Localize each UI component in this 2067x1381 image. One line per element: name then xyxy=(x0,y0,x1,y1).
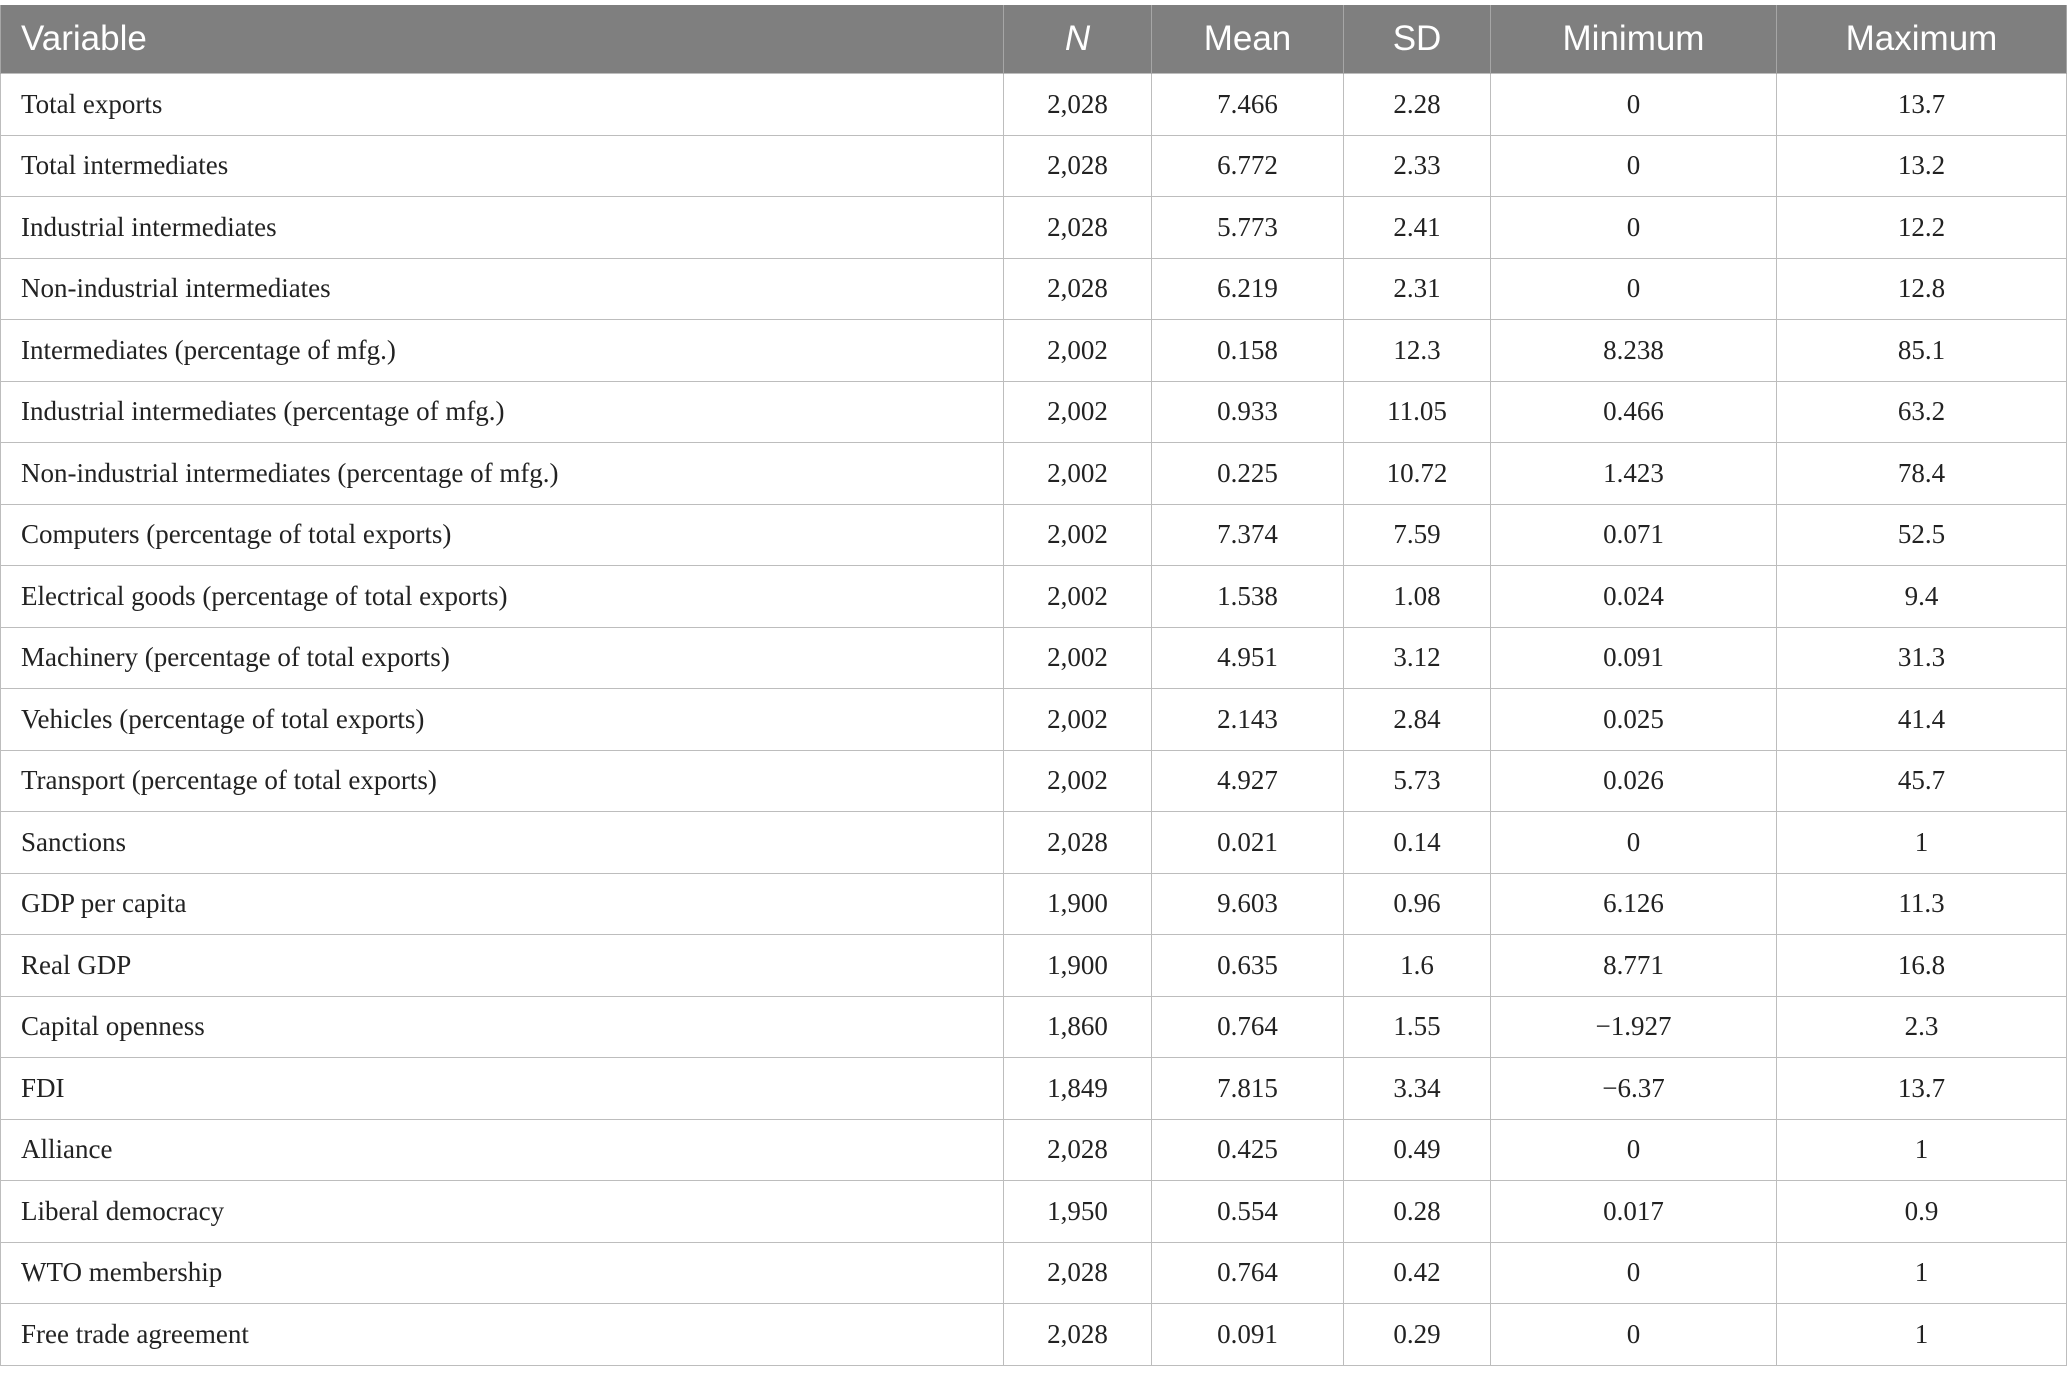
table-body xyxy=(1,74,2067,1366)
table-row xyxy=(1,197,2067,259)
cell-n: 2,028 xyxy=(1004,1242,1152,1304)
cell-variable: Vehicles (percentage of total exports) xyxy=(1,689,1004,751)
cell-maximum: 78.4 xyxy=(1777,443,2067,505)
cell-n: 2,002 xyxy=(1004,750,1152,812)
cell-n: 2,028 xyxy=(1004,135,1152,197)
cell-minimum: 0 xyxy=(1491,135,1777,197)
cell-sd: 0.49 xyxy=(1344,1119,1491,1181)
cell-mean: 0.225 xyxy=(1152,443,1344,505)
cell-mean: 0.158 xyxy=(1152,320,1344,382)
cell-n: 2,002 xyxy=(1004,320,1152,382)
table-row xyxy=(1,996,2067,1058)
cell-n: 2,002 xyxy=(1004,689,1152,751)
cell-n: 2,028 xyxy=(1004,258,1152,320)
cell-minimum: 0.025 xyxy=(1491,689,1777,751)
table-row xyxy=(1,935,2067,997)
cell-maximum: 2.3 xyxy=(1777,996,2067,1058)
cell-variable: Computers (percentage of total exports) xyxy=(1,504,1004,566)
cell-minimum: 0.024 xyxy=(1491,566,1777,628)
cell-variable: Electrical goods (percentage of total exports) xyxy=(1,566,1004,628)
cell-n: 2,028 xyxy=(1004,74,1152,136)
cell-sd: 2.84 xyxy=(1344,689,1491,751)
cell-minimum: 0 xyxy=(1491,1119,1777,1181)
header-variable: Variable xyxy=(1,5,1004,74)
cell-n: 1,900 xyxy=(1004,935,1152,997)
table-row xyxy=(1,258,2067,320)
table-row xyxy=(1,443,2067,505)
cell-n: 1,860 xyxy=(1004,996,1152,1058)
cell-minimum: 0.026 xyxy=(1491,750,1777,812)
cell-variable: WTO membership xyxy=(1,1242,1004,1304)
cell-mean: 5.773 xyxy=(1152,197,1344,259)
cell-mean: 4.951 xyxy=(1152,627,1344,689)
cell-maximum: 0.9 xyxy=(1777,1181,2067,1243)
cell-sd: 2.33 xyxy=(1344,135,1491,197)
cell-variable: Alliance xyxy=(1,1119,1004,1181)
table-row xyxy=(1,812,2067,874)
cell-variable: GDP per capita xyxy=(1,873,1004,935)
cell-n: 2,002 xyxy=(1004,627,1152,689)
cell-minimum: 0.466 xyxy=(1491,381,1777,443)
cell-minimum: −1.927 xyxy=(1491,996,1777,1058)
cell-sd: 0.29 xyxy=(1344,1304,1491,1366)
cell-maximum: 13.7 xyxy=(1777,1058,2067,1120)
cell-variable: Total intermediates xyxy=(1,135,1004,197)
cell-n: 2,028 xyxy=(1004,1119,1152,1181)
header-minimum: Minimum xyxy=(1491,5,1777,74)
cell-maximum: 13.2 xyxy=(1777,135,2067,197)
cell-minimum: −6.37 xyxy=(1491,1058,1777,1120)
cell-n: 2,028 xyxy=(1004,812,1152,874)
cell-maximum: 41.4 xyxy=(1777,689,2067,751)
table-row xyxy=(1,1242,2067,1304)
header-maximum: Maximum xyxy=(1777,5,2067,74)
cell-variable: FDI xyxy=(1,1058,1004,1120)
header-mean: Mean xyxy=(1152,5,1344,74)
cell-n: 2,028 xyxy=(1004,197,1152,259)
cell-minimum: 0 xyxy=(1491,197,1777,259)
cell-minimum: 0.091 xyxy=(1491,627,1777,689)
cell-maximum: 13.7 xyxy=(1777,74,2067,136)
cell-minimum: 0 xyxy=(1491,1304,1777,1366)
cell-variable: Free trade agreement xyxy=(1,1304,1004,1366)
cell-sd: 3.34 xyxy=(1344,1058,1491,1120)
cell-variable: Sanctions xyxy=(1,812,1004,874)
header-n: N xyxy=(1004,5,1152,74)
table-row xyxy=(1,566,2067,628)
cell-sd: 0.42 xyxy=(1344,1242,1491,1304)
cell-maximum: 63.2 xyxy=(1777,381,2067,443)
cell-sd: 3.12 xyxy=(1344,627,1491,689)
table-row xyxy=(1,873,2067,935)
table-row xyxy=(1,74,2067,136)
cell-mean: 1.538 xyxy=(1152,566,1344,628)
cell-maximum: 12.2 xyxy=(1777,197,2067,259)
cell-sd: 0.14 xyxy=(1344,812,1491,874)
cell-mean: 4.927 xyxy=(1152,750,1344,812)
cell-mean: 7.466 xyxy=(1152,74,1344,136)
cell-minimum: 8.238 xyxy=(1491,320,1777,382)
cell-sd: 1.08 xyxy=(1344,566,1491,628)
cell-variable: Industrial intermediates xyxy=(1,197,1004,259)
header-row xyxy=(1,5,2067,74)
cell-mean: 9.603 xyxy=(1152,873,1344,935)
cell-mean: 0.764 xyxy=(1152,996,1344,1058)
table-row xyxy=(1,750,2067,812)
cell-n: 2,028 xyxy=(1004,1304,1152,1366)
cell-sd: 7.59 xyxy=(1344,504,1491,566)
cell-n: 2,002 xyxy=(1004,381,1152,443)
cell-sd: 12.3 xyxy=(1344,320,1491,382)
cell-maximum: 1 xyxy=(1777,1242,2067,1304)
cell-sd: 1.55 xyxy=(1344,996,1491,1058)
cell-n: 2,002 xyxy=(1004,566,1152,628)
cell-maximum: 11.3 xyxy=(1777,873,2067,935)
cell-variable: Intermediates (percentage of mfg.) xyxy=(1,320,1004,382)
cell-mean: 2.143 xyxy=(1152,689,1344,751)
table-row xyxy=(1,504,2067,566)
cell-minimum: 0.071 xyxy=(1491,504,1777,566)
cell-sd: 2.28 xyxy=(1344,74,1491,136)
table-row xyxy=(1,1304,2067,1366)
table-row xyxy=(1,381,2067,443)
cell-n: 1,950 xyxy=(1004,1181,1152,1243)
cell-mean: 0.554 xyxy=(1152,1181,1344,1243)
table-row xyxy=(1,627,2067,689)
cell-sd: 11.05 xyxy=(1344,381,1491,443)
cell-minimum: 6.126 xyxy=(1491,873,1777,935)
cell-mean: 7.815 xyxy=(1152,1058,1344,1120)
cell-mean: 0.635 xyxy=(1152,935,1344,997)
table-row xyxy=(1,689,2067,751)
cell-minimum: 0 xyxy=(1491,812,1777,874)
cell-mean: 0.933 xyxy=(1152,381,1344,443)
cell-mean: 7.374 xyxy=(1152,504,1344,566)
cell-variable: Liberal democracy xyxy=(1,1181,1004,1243)
cell-sd: 5.73 xyxy=(1344,750,1491,812)
cell-variable: Non-industrial intermediates xyxy=(1,258,1004,320)
cell-variable: Machinery (percentage of total exports) xyxy=(1,627,1004,689)
cell-variable: Real GDP xyxy=(1,935,1004,997)
header-sd: SD xyxy=(1344,5,1491,74)
cell-minimum: 8.771 xyxy=(1491,935,1777,997)
cell-n: 1,849 xyxy=(1004,1058,1152,1120)
cell-maximum: 52.5 xyxy=(1777,504,2067,566)
cell-mean: 0.021 xyxy=(1152,812,1344,874)
cell-maximum: 85.1 xyxy=(1777,320,2067,382)
summary-statistics-table-container xyxy=(0,5,2066,1366)
cell-sd: 1.6 xyxy=(1344,935,1491,997)
cell-mean: 0.764 xyxy=(1152,1242,1344,1304)
cell-variable: Industrial intermediates (percentage of mfg.) xyxy=(1,381,1004,443)
cell-mean: 0.425 xyxy=(1152,1119,1344,1181)
cell-variable: Transport (percentage of total exports) xyxy=(1,750,1004,812)
cell-sd: 0.28 xyxy=(1344,1181,1491,1243)
cell-n: 2,002 xyxy=(1004,443,1152,505)
cell-minimum: 0 xyxy=(1491,74,1777,136)
cell-variable: Non-industrial intermediates (percentage of mfg.) xyxy=(1,443,1004,505)
cell-maximum: 1 xyxy=(1777,1119,2067,1181)
cell-n: 2,002 xyxy=(1004,504,1152,566)
table-row xyxy=(1,1119,2067,1181)
cell-mean: 0.091 xyxy=(1152,1304,1344,1366)
cell-maximum: 9.4 xyxy=(1777,566,2067,628)
cell-minimum: 0.017 xyxy=(1491,1181,1777,1243)
cell-variable: Total exports xyxy=(1,74,1004,136)
cell-maximum: 16.8 xyxy=(1777,935,2067,997)
table-row xyxy=(1,135,2067,197)
cell-maximum: 12.8 xyxy=(1777,258,2067,320)
cell-sd: 2.41 xyxy=(1344,197,1491,259)
cell-minimum: 0 xyxy=(1491,258,1777,320)
cell-mean: 6.219 xyxy=(1152,258,1344,320)
cell-minimum: 1.423 xyxy=(1491,443,1777,505)
cell-maximum: 45.7 xyxy=(1777,750,2067,812)
table-row xyxy=(1,1181,2067,1243)
cell-minimum: 0 xyxy=(1491,1242,1777,1304)
cell-maximum: 1 xyxy=(1777,812,2067,874)
cell-sd: 0.96 xyxy=(1344,873,1491,935)
cell-maximum: 1 xyxy=(1777,1304,2067,1366)
cell-mean: 6.772 xyxy=(1152,135,1344,197)
cell-sd: 2.31 xyxy=(1344,258,1491,320)
cell-sd: 10.72 xyxy=(1344,443,1491,505)
table-row xyxy=(1,320,2067,382)
cell-n: 1,900 xyxy=(1004,873,1152,935)
summary-statistics-table xyxy=(0,5,2067,1366)
table-row xyxy=(1,1058,2067,1120)
cell-variable: Capital openness xyxy=(1,996,1004,1058)
cell-maximum: 31.3 xyxy=(1777,627,2067,689)
table-header xyxy=(1,5,2067,74)
